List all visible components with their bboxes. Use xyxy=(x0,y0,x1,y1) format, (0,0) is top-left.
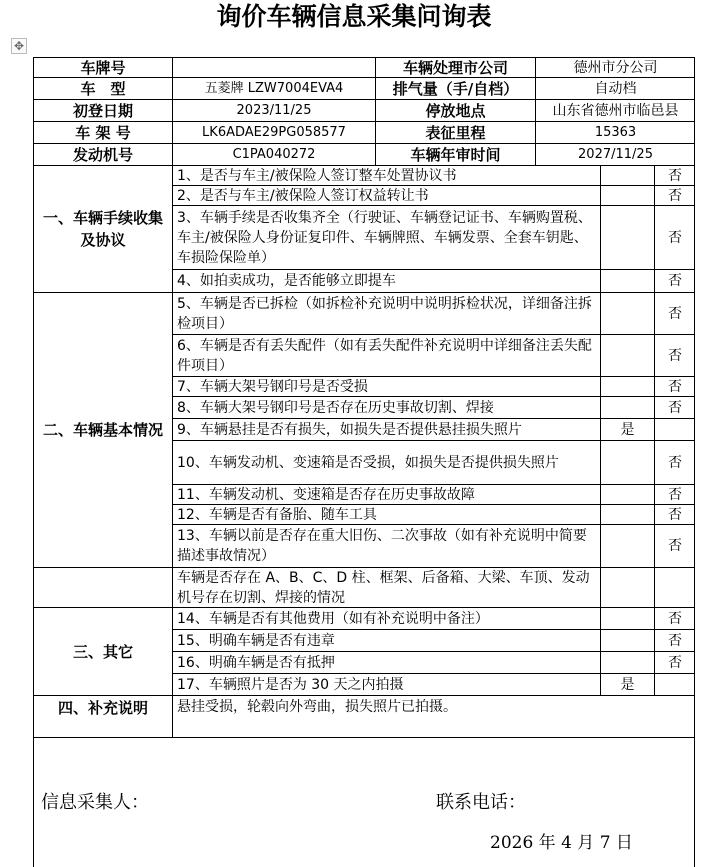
question-row-2: 2、是否与车主/被保险人签订权益转让书 xyxy=(172,185,600,205)
answer-no-4[interactable]: 否 xyxy=(654,269,695,292)
inspect-label: 车辆年审时间 xyxy=(375,143,535,165)
answer-yes-17[interactable]: 是 xyxy=(600,673,654,695)
answer-yes-4[interactable] xyxy=(600,269,654,292)
answer-yes-8[interactable] xyxy=(600,396,654,418)
answer-no-7[interactable]: 否 xyxy=(654,376,695,396)
question-row-1: 1、是否与车主/被保险人签订整车处置协议书 xyxy=(172,165,600,185)
contact-label: 联系电话： xyxy=(436,792,526,813)
question-row-16: 16、明确车辆是否有抵押 xyxy=(172,651,600,673)
plate-label: 车牌号 xyxy=(34,57,172,77)
park-label: 停放地点 xyxy=(375,99,535,121)
answer-yes-15[interactable] xyxy=(600,629,654,651)
section-basic-info: 二、车辆基本情况 xyxy=(34,292,172,567)
answer-yes-12[interactable] xyxy=(600,504,654,524)
question-row-15: 15、明确车辆是否有违章 xyxy=(172,629,600,651)
answer-no-pillars[interactable] xyxy=(654,567,695,607)
engine-value[interactable]: C1PA040272 xyxy=(172,143,375,165)
answer-yes-16[interactable] xyxy=(600,651,654,673)
question-row-14: 14、车辆是否有其他费用（如有补充说明中备注） xyxy=(172,607,600,629)
vin-label: 车 架 号 xyxy=(34,121,172,143)
question-row-13: 13、车辆以前是否存在重大旧伤、二次事故（如有补充说明中简要描述事故情况） xyxy=(172,524,600,567)
answer-yes-pillars[interactable] xyxy=(600,567,654,607)
signature-divider xyxy=(34,737,695,738)
answer-no-10[interactable]: 否 xyxy=(654,440,695,484)
answer-no-8[interactable]: 否 xyxy=(654,396,695,418)
question-row-pillars: 车辆是否存在 A、B、C、D 柱、框架、后备箱、大梁、车顶、发动机号存在切割、焊接的情况 xyxy=(172,567,600,607)
answer-yes-7[interactable] xyxy=(600,376,654,396)
question-row-3: 3、车辆手续是否收集齐全（行驶证、车辆登记证书、车辆购置税、车主/被保险人身份证复印件、车辆牌照、车辆发票、全套车钥匙、车损险保险单） xyxy=(172,205,600,269)
trans-label: 排气量（手/自档） xyxy=(375,77,535,99)
question-row-10: 10、车辆发动机、变速箱是否受损，如损失是否提供损失照片 xyxy=(172,440,600,484)
question-row-7: 7、车辆大架号钢印号是否受损 xyxy=(172,376,600,396)
answer-yes-11[interactable] xyxy=(600,484,654,504)
answer-yes-6[interactable] xyxy=(600,334,654,376)
city-label: 车辆处理市公司 xyxy=(375,57,535,77)
inquiry-form-table xyxy=(33,57,695,867)
city-value[interactable]: 德州市分公司 xyxy=(535,57,695,77)
answer-no-17[interactable] xyxy=(654,673,695,695)
plate-value[interactable] xyxy=(172,57,375,77)
answer-no-11[interactable]: 否 xyxy=(654,484,695,504)
page-title: 询价车辆信息采集问询表 xyxy=(216,2,492,31)
form-date: 2026 年 4 月 7 日 xyxy=(490,833,633,853)
answer-yes-9[interactable]: 是 xyxy=(600,418,654,440)
question-row-12: 12、车辆是否有备胎、随车工具 xyxy=(172,504,600,524)
answer-yes-2[interactable] xyxy=(600,185,654,205)
answer-yes-3[interactable] xyxy=(600,205,654,269)
answer-no-15[interactable]: 否 xyxy=(654,629,695,651)
mileage-value[interactable]: 15363 xyxy=(535,121,695,143)
answer-no-3[interactable]: 否 xyxy=(654,205,695,269)
park-value[interactable]: 山东省德州市临邑县 xyxy=(535,99,695,121)
answer-no-1[interactable]: 否 xyxy=(654,165,695,185)
section-other: 三、其它 xyxy=(34,607,172,695)
answer-yes-13[interactable] xyxy=(600,524,654,567)
answer-yes-10[interactable] xyxy=(600,440,654,484)
answer-no-6[interactable]: 否 xyxy=(654,334,695,376)
reg-date-value[interactable]: 2023/11/25 xyxy=(172,99,375,121)
model-value[interactable]: 五菱牌 LZW7004EVA4 xyxy=(172,77,375,99)
answer-no-9[interactable] xyxy=(654,418,695,440)
supplement-text[interactable]: 悬挂受损，轮毂向外弯曲，损失照片已拍摄。 xyxy=(172,695,695,737)
section-procedures: 一、车辆手续收集及协议 xyxy=(34,165,172,292)
answer-yes-5[interactable] xyxy=(600,292,654,334)
model-label: 车 型 xyxy=(34,77,172,99)
mileage-label: 表征里程 xyxy=(375,121,535,143)
engine-label: 发动机号 xyxy=(34,143,172,165)
answer-no-12[interactable]: 否 xyxy=(654,504,695,524)
question-row-6: 6、车辆是否有丢失配件（如有丢失配件补充说明中详细备注丢失配件项目） xyxy=(172,334,600,376)
question-row-5: 5、车辆是否已拆检（如拆检补充说明中说明拆检状况，详细备注拆检项目） xyxy=(172,292,600,334)
question-row-4: 4、如拍卖成功，是否能够立即提车 xyxy=(172,269,600,292)
question-row-8: 8、车辆大架号钢印号是否存在历史事故切割、焊接 xyxy=(172,396,600,418)
section-supplement: 四、补充说明 xyxy=(34,695,172,717)
trans-value[interactable]: 自动档 xyxy=(535,77,695,99)
question-row-11: 11、车辆发动机、变速箱是否存在历史事故故障 xyxy=(172,484,600,504)
answer-no-2[interactable]: 否 xyxy=(654,185,695,205)
answer-no-13[interactable]: 否 xyxy=(654,524,695,567)
answer-no-16[interactable]: 否 xyxy=(654,651,695,673)
inspect-value[interactable]: 2027/11/25 xyxy=(535,143,695,165)
answer-no-5[interactable]: 否 xyxy=(654,292,695,334)
reg-date-label: 初登日期 xyxy=(34,99,172,121)
question-row-17: 17、车辆照片是否为 30 天之内拍摄 xyxy=(172,673,600,695)
answer-yes-14[interactable] xyxy=(600,607,654,629)
table-move-handle-icon[interactable]: ✥ xyxy=(11,38,27,54)
section-blank xyxy=(34,567,172,607)
answer-yes-1[interactable] xyxy=(600,165,654,185)
answer-no-14[interactable]: 否 xyxy=(654,607,695,629)
collector-label: 信息采集人： xyxy=(41,792,149,813)
question-row-9: 9、车辆悬挂是否有损失，如损失是否提供悬挂损失照片 xyxy=(172,418,600,440)
vin-value[interactable]: LK6ADAE29PG058577 xyxy=(172,121,375,143)
